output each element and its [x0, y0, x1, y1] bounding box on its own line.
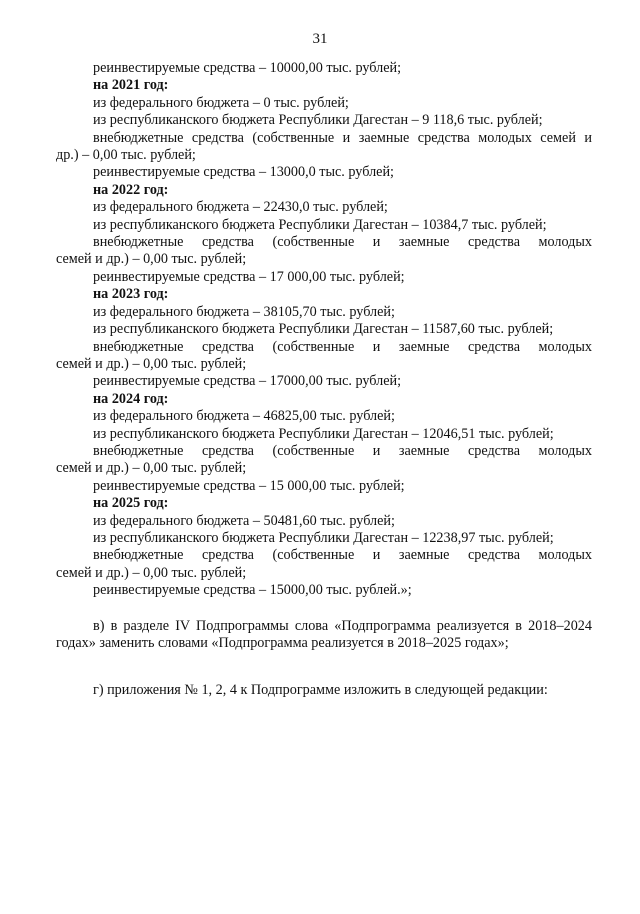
- text-line: из федерального бюджета – 22430,0 тыс. рублей;: [93, 199, 388, 216]
- year-heading-2024: на 2024 год:: [93, 390, 169, 407]
- document-body: [56, 60, 592, 700]
- text-line: из республиканского бюджета Республики Дагестан – 11587,60 тыс. рублей;: [93, 321, 554, 338]
- text-line: др.) – 0,00 тыс. рублей;: [56, 147, 196, 164]
- text-line: из федерального бюджета – 38105,70 тыс. рублей;: [93, 303, 395, 320]
- year-heading-2023: на 2023 год:: [93, 286, 169, 303]
- text-line: семей и др.) – 0,00 тыс. рублей;: [56, 460, 247, 477]
- text-line: семей и др.) – 0,00 тыс. рублей;: [56, 355, 247, 372]
- page-number: 31: [312, 31, 328, 47]
- text-line: из республиканского бюджета Республики Дагестан – 10384,7 тыс. рублей;: [93, 216, 547, 233]
- year-heading-2025: на 2025 год:: [93, 495, 169, 512]
- text-line: внебюджетные средства (собственные и заемные средства молодых: [93, 338, 592, 355]
- text-line: из республиканского бюджета Республики Дагестан – 12238,97 тыс. рублей;: [93, 529, 554, 546]
- text-line: внебюджетные средства (собственные и заемные средства молодых: [93, 442, 592, 459]
- text-line: реинвестируемые средства – 17000,00 тыс. рублей;: [93, 373, 402, 390]
- text-line: семей и др.) – 0,00 тыс. рублей;: [56, 251, 247, 268]
- paragraph-v: в) в разделе IV Подпрограммы слова «Подпрограмма реализуется в 2018–2024 годах» заменить словами «Подпрограмма реализуется в 2018–2025 годах»;: [56, 617, 592, 651]
- year-heading-2022: на 2022 год:: [93, 181, 169, 198]
- text-line: реинвестируемые средства – 15000,00 тыс. рублей.»;: [93, 582, 412, 599]
- text-line: внебюджетные средства (собственные и заемные средства молодых: [93, 234, 592, 251]
- text-line: семей и др.) – 0,00 тыс. рублей;: [56, 564, 247, 581]
- text-line: реинвестируемые средства – 10000,00 тыс. рублей;: [93, 60, 402, 76]
- text-line: из федерального бюджета – 50481,60 тыс. рублей;: [93, 512, 395, 529]
- paragraph-g: г) приложения № 1, 2, 4 к Подпрограмме изложить в следующей редакции:: [93, 682, 548, 699]
- text-line: из республиканского бюджета Республики Дагестан – 12046,51 тыс. рублей;: [93, 425, 554, 442]
- text-line: реинвестируемые средства – 17 000,00 тыс. рублей;: [93, 268, 405, 285]
- year-heading-2021: на 2021 год:: [93, 77, 169, 94]
- text-line: из федерального бюджета – 46825,00 тыс. рублей;: [93, 408, 395, 425]
- text-line: реинвестируемые средства – 13000,0 тыс. рублей;: [93, 164, 394, 181]
- text-line: из федерального бюджета – 0 тыс. рублей;: [93, 94, 349, 111]
- text-line: внебюджетные средства (собственные и заемные средства молодых семей и: [93, 129, 592, 146]
- text-line: из республиканского бюджета Республики Дагестан – 9 118,6 тыс. рублей;: [93, 112, 543, 129]
- text-line: внебюджетные средства (собственные и заемные средства молодых: [93, 547, 592, 564]
- text-line: реинвестируемые средства – 15 000,00 тыс. рублей;: [93, 477, 405, 494]
